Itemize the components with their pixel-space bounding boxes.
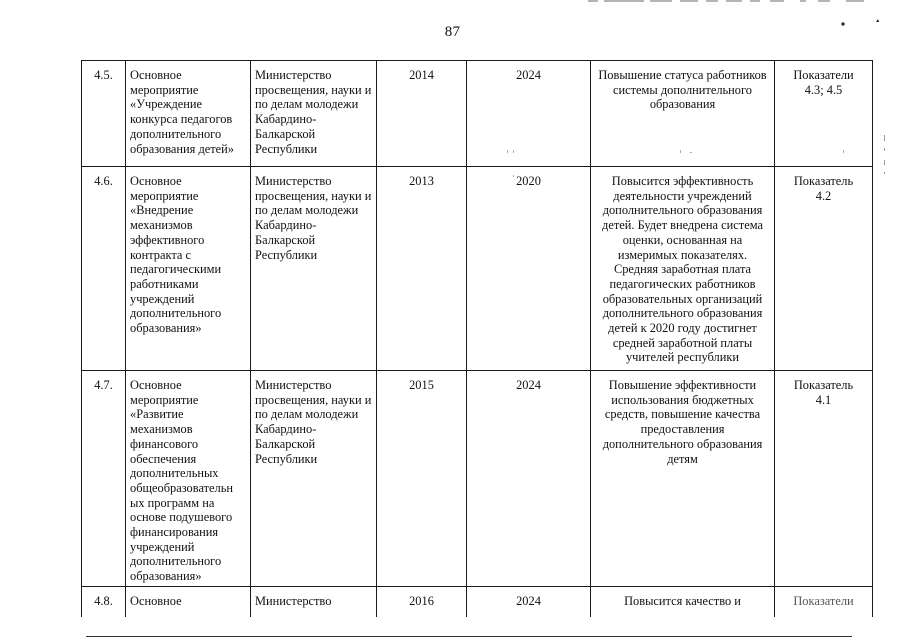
- expected-result: Повысится качество и: [591, 586, 775, 617]
- row-number: 4.6.: [82, 167, 126, 371]
- responsible-executor: Министерство: [251, 586, 377, 617]
- responsible-executor: Министерство просвещения, науки и по делам молодежи Кабардино- Балкарской Республики: [251, 167, 377, 371]
- end-year: 2024: [467, 371, 591, 587]
- end-year: 2020: [467, 167, 591, 371]
- page-number: 87: [444, 24, 461, 40]
- start-year: 2013: [377, 167, 467, 371]
- responsible-executor: Министерство просвещения, науки и по делам молодежи Кабардино- Балкарской Республики: [251, 61, 377, 167]
- expected-result: Повысится эффективность деятельности учреждений дополнительного образования детей. Будет внедрена система оценки, основанная на измеримых показателях. Средняя заработная плата педагогических работников образовательных организаций дополнительного образования детей к 2020 году достигнет средней заработной платы учителей республики: [591, 167, 775, 371]
- indicators: Показатели: [775, 586, 873, 617]
- responsible-executor: Министерство просвещения, науки и по делам молодежи Кабардино- Балкарской Республики: [251, 371, 377, 587]
- table-row: [82, 371, 873, 587]
- measure-name: Основное мероприятие «Развитие механизмов финансового обеспечения дополнительных общеобразовательн ых программ на основе подушевого финансирования учреждений дополнительного образования»: [126, 371, 251, 587]
- expected-result: Повышение статуса работников системы дополнительного образования: [591, 61, 775, 167]
- row-number: 4.7.: [82, 371, 126, 587]
- page-bottom-divider: [86, 636, 852, 637]
- start-year: 2014: [377, 61, 467, 167]
- measure-name: Основное мероприятие «Учреждение конкурса педагогов дополнительного образования детей»: [126, 61, 251, 167]
- indicators: Показатель 4.1: [775, 371, 873, 587]
- end-year: 2024: [467, 61, 591, 167]
- table-row: [82, 586, 873, 617]
- row-number: 4.5.: [82, 61, 126, 167]
- measure-name: Основное мероприятие «Внедрение механизмов эффективного контракта с педагогическими работниками учреждений дополнительного образования»: [126, 167, 251, 371]
- end-year: 2024: [467, 586, 591, 617]
- program-measures-table: [81, 60, 873, 617]
- indicators: Показатель 4.2: [775, 167, 873, 371]
- indicators: Показатели 4.3; 4.5: [775, 61, 873, 167]
- start-year: 2016: [377, 586, 467, 617]
- row-number: 4.8.: [82, 586, 126, 617]
- expected-result: Повышение эффективности использования бюджетных средств, повышение качества предоставления дополнительного образования детям: [591, 371, 775, 587]
- table-row: [82, 61, 873, 167]
- table-row: [82, 167, 873, 371]
- measure-name: Основное: [126, 586, 251, 617]
- start-year: 2015: [377, 371, 467, 587]
